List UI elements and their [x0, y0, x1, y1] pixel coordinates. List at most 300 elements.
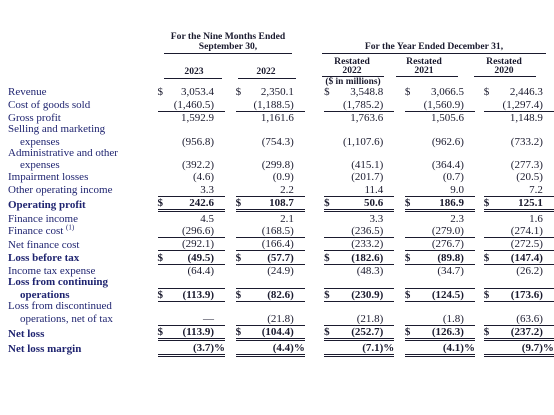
loss-before-tax-dollar-2022-9m: $ — [236, 251, 244, 264]
loss-from-continuing-operations-label: operations — [20, 289, 70, 302]
loss-from-continuing-operations-dollar-2020: $ — [484, 288, 492, 301]
revenue-dollar-2021: $ — [404, 86, 411, 99]
net-loss-suffix-2022-9m — [294, 325, 305, 339]
net-finance-cost-dollar-2023-9m — [158, 237, 166, 250]
selling-marketing-expenses-suffix-2021 — [464, 135, 475, 147]
administrative-expenses-label: expenses — [20, 158, 60, 171]
revenue-suffix-2022 — [383, 86, 394, 98]
other-operating-income-value-2022: 11.4 — [364, 183, 384, 196]
net-loss-dollar-2020: $ — [484, 325, 492, 339]
other-operating-income-row — [8, 183, 554, 196]
loss-before-tax-suffix-2023-9m — [214, 251, 225, 264]
cost-of-goods-sold-dollar-2020 — [484, 98, 492, 111]
revenue-value-2022: 3,548.8 — [350, 86, 384, 99]
nine-months-rule — [164, 53, 292, 54]
income-tax-expense-value-2023-9m: (64.4) — [187, 265, 215, 278]
net-loss-dollar-2022-9m: $ — [236, 325, 244, 339]
year-header-2023: 2023 — [184, 66, 204, 77]
revenue-label — [8, 86, 158, 98]
cost-of-goods-sold-label-text: Cost of goods sold — [8, 99, 91, 112]
net-loss-label-text: Net loss — [8, 327, 45, 340]
other-operating-income-value-2023-9m: 3.3 — [200, 183, 215, 196]
nine-months-header — [164, 32, 292, 52]
year-ended-rule — [322, 53, 546, 54]
net-finance-cost-suffix-2022 — [383, 237, 394, 250]
revenue-label-text: Revenue — [8, 86, 47, 99]
finance-income-suffix-2021 — [464, 211, 475, 225]
operating-profit-label-text: Operating profit — [8, 198, 86, 211]
col-rule-2021 — [396, 76, 458, 77]
impairment-losses-dollar-2022-9m — [236, 171, 244, 183]
year-header-2022-9m: 2022 — [256, 66, 276, 77]
loss-from-continuing-operations-row — [8, 288, 554, 301]
revenue-dollar-2020: $ — [483, 86, 490, 99]
net-loss-value-2021: (126.3) — [413, 325, 464, 339]
other-operating-income-suffix-2021 — [464, 183, 475, 196]
operating-profit-row — [8, 196, 554, 210]
cost-of-goods-sold-value-2020: (1,297.4) — [502, 98, 543, 111]
net-loss-dollar-2022: $ — [324, 325, 332, 339]
administrative-expenses-suffix-2020 — [543, 159, 554, 171]
gross-profit-dollar-2022 — [324, 111, 332, 124]
finance-income-value-2023-9m: 4.5 — [200, 212, 215, 225]
impairment-losses-value-2023-9m: (4.6) — [192, 171, 215, 184]
loss-from-discontinued-operations-row — [8, 312, 554, 325]
net-loss-dollar-2023-9m: $ — [158, 325, 166, 339]
other-operating-income-dollar-2021 — [405, 183, 413, 196]
other-operating-income-dollar-2020 — [484, 183, 492, 196]
administrative-expenses-suffix-2021 — [464, 159, 475, 171]
operating-profit-suffix-2020 — [543, 196, 554, 210]
net-loss-value-2022: (252.7) — [332, 325, 383, 339]
other-operating-income-suffix-2023-9m — [214, 183, 225, 196]
other-operating-income-value-2022-9m: 2.2 — [280, 183, 294, 196]
net-finance-cost-suffix-2023-9m — [214, 237, 225, 250]
gross-profit-suffix-2022-9m — [294, 111, 305, 124]
revenue-row — [8, 86, 554, 98]
operating-profit-dollar-2020: $ — [484, 196, 492, 210]
selling-marketing-expenses-value-2022-9m: (754.3) — [261, 135, 294, 148]
finance-income-dollar-2023-9m — [158, 211, 166, 225]
col-rule-2022-9m — [238, 78, 296, 79]
cost-of-goods-sold-suffix-2021 — [464, 98, 475, 111]
loss-from-continuing-operations-value-2020: (173.6) — [491, 288, 542, 301]
loss-from-discontinued-operations-dollar-2023-9m — [158, 312, 166, 325]
revenue-dollar-2022-9m: $ — [235, 86, 242, 99]
impairment-losses-suffix-2021 — [464, 171, 475, 183]
other-operating-income-label-text: Other operating income — [8, 184, 113, 197]
other-operating-income-label — [8, 183, 158, 196]
other-operating-income-value-2021: 9.0 — [450, 183, 464, 196]
operating-profit-value-2023-9m: 242.6 — [165, 196, 214, 210]
loss-before-tax-dollar-2022: $ — [324, 251, 332, 264]
finance-cost-dollar-2020 — [484, 225, 492, 238]
net-finance-cost-dollar-2020 — [484, 237, 492, 250]
impairment-losses-dollar-2023-9m — [158, 171, 166, 183]
loss-from-continuing-operations-suffix-2021 — [464, 288, 475, 301]
impairment-losses-suffix-2023-9m — [214, 171, 225, 183]
finance-income-suffix-2020 — [543, 211, 554, 225]
gross-profit-dollar-2023-9m — [158, 111, 166, 124]
loss-from-continuing-operations-value-2023-9m: (113.9) — [165, 288, 214, 301]
loss-from-discontinued-operations-value-2021: (1.8) — [442, 312, 464, 325]
selling-marketing-expenses-value-2021: (962.6) — [431, 135, 464, 148]
operating-profit-value-2022-9m: 108.7 — [243, 196, 294, 210]
cost-of-goods-sold-row — [8, 98, 554, 111]
revenue-value-2022-9m: 2,350.1 — [260, 86, 294, 99]
revenue-dollar-2022: $ — [324, 86, 330, 99]
net-finance-cost-dollar-2021 — [405, 237, 413, 250]
revenue-suffix-2023-9m — [214, 86, 225, 98]
cost-of-goods-sold-suffix-2023-9m — [214, 98, 225, 111]
administrative-expenses-dollar-2022-9m — [236, 159, 244, 171]
finance-income-dollar-2022 — [324, 211, 332, 225]
gross-profit-suffix-2023-9m — [214, 111, 225, 124]
loss-from-discontinued-operations-dollar-2021 — [405, 312, 413, 325]
loss-before-tax-row — [8, 251, 554, 264]
cost-of-goods-sold-value-2022-9m: (1,188.5) — [253, 98, 294, 111]
other-operating-income-suffix-2022-9m — [294, 183, 305, 196]
finance-cost-value-2022: (236.5) — [351, 224, 384, 237]
other-operating-income-suffix-2020 — [543, 183, 554, 196]
net-loss-value-2022-9m: (104.4) — [243, 325, 294, 339]
finance-cost-suffix-2021 — [464, 225, 475, 238]
loss-from-discontinued-operations-row-line1 — [8, 301, 554, 312]
net-finance-cost-value-2022-9m: (166.4) — [243, 237, 294, 250]
income-statement-table — [8, 86, 554, 357]
units-label: ($ in millions) — [325, 77, 381, 87]
restated-label-2021: Restated — [406, 56, 442, 67]
income-tax-expense-dollar-2023-9m — [158, 264, 166, 277]
gross-profit-suffix-2021 — [464, 111, 475, 124]
loss-from-continuing-operations-suffix-2020 — [543, 288, 554, 301]
impairment-losses-value-2020: (20.5) — [516, 171, 543, 184]
col-rule-2020 — [474, 76, 536, 77]
impairment-losses-dollar-2022 — [324, 171, 332, 183]
net-loss-margin-dollar-2022-9m — [236, 340, 244, 355]
loss-from-continuing-operations-value-2022-9m: (82.6) — [243, 288, 294, 301]
cost-of-goods-sold-dollar-2023-9m — [158, 98, 166, 111]
finance-income-row — [8, 211, 554, 225]
income-tax-expense-suffix-2022-9m — [294, 264, 305, 277]
net-loss-value-2020: (237.2) — [491, 325, 542, 339]
gross-profit-dollar-2021 — [405, 111, 413, 124]
net-loss-suffix-2022 — [383, 325, 394, 339]
finance-income-dollar-2022-9m — [236, 211, 244, 225]
gross-profit-value-2021: 1,505.6 — [413, 111, 464, 124]
impairment-losses-row — [8, 171, 554, 183]
net-loss-label — [8, 325, 158, 339]
selling-marketing-expenses-suffix-2022 — [383, 135, 394, 147]
operating-profit-label — [8, 196, 158, 210]
finance-cost-row — [8, 225, 554, 238]
income-tax-expense-suffix-2023-9m — [214, 264, 225, 277]
impairment-losses-value-2021: (0.7) — [442, 171, 464, 184]
loss-from-discontinued-operations-suffix-2021 — [464, 312, 475, 325]
net-finance-cost-label — [8, 237, 158, 250]
finance-cost-value-2020: (274.1) — [510, 224, 543, 237]
net-finance-cost-value-2020: (272.5) — [491, 237, 542, 250]
net-loss-margin-suffix-2022-9m: % — [293, 341, 305, 354]
income-tax-expense-dollar-2020 — [484, 264, 492, 277]
selling-marketing-expenses-value-2022: (1,107.6) — [342, 135, 384, 148]
income-tax-expense-value-2021: (34.7) — [437, 265, 464, 278]
selling-marketing-expenses-dollar-2023-9m — [158, 135, 166, 147]
operating-profit-suffix-2021 — [464, 196, 475, 210]
gross-profit-value-2023-9m: 1,592.9 — [165, 111, 214, 124]
col-rule-2023 — [164, 78, 222, 79]
finance-income-suffix-2022 — [383, 211, 394, 225]
net-finance-cost-dollar-2022 — [324, 237, 332, 250]
income-tax-expense-value-2022-9m: (24.9) — [267, 265, 294, 278]
administrative-expenses-dollar-2020 — [484, 159, 492, 171]
impairment-losses-value-2022-9m: (0.9) — [272, 171, 294, 184]
net-loss-margin-dollar-2023-9m — [158, 340, 166, 355]
cost-of-goods-sold-suffix-2022-9m — [294, 98, 305, 111]
selling-marketing-expenses-label: expenses — [20, 135, 60, 148]
finance-cost-dollar-2021 — [405, 225, 413, 238]
loss-from-discontinued-operations-label: operations, net of tax — [20, 313, 113, 326]
impairment-losses-dollar-2021 — [405, 171, 413, 183]
net-finance-cost-label-text: Net finance cost — [8, 238, 80, 251]
net-loss-margin-value-2022: (7.1) — [332, 340, 383, 355]
net-loss-margin-value-2021: (4.1) — [413, 340, 464, 355]
net-loss-margin-dollar-2021 — [405, 340, 413, 355]
loss-before-tax-value-2022-9m: (57.7) — [243, 251, 294, 264]
revenue-suffix-2020 — [543, 86, 554, 98]
loss-from-discontinued-operations-suffix-2020 — [543, 312, 554, 325]
loss-from-continuing-operations-suffix-2022 — [383, 288, 394, 301]
net-loss-value-2023-9m: (113.9) — [165, 325, 214, 339]
loss-from-discontinued-operations-dollar-2020 — [484, 312, 492, 325]
loss-from-discontinued-operations-value-2022-9m: (21.8) — [267, 312, 294, 325]
selling-marketing-expenses-dollar-2021 — [405, 135, 413, 147]
loss-from-continuing-operations-suffix-2022-9m — [294, 288, 305, 301]
income-tax-expense-dollar-2021 — [405, 264, 413, 277]
loss-before-tax-label-text: Loss before tax — [8, 252, 80, 265]
net-finance-cost-value-2021: (276.7) — [413, 237, 464, 250]
revenue-value-2021: 3,066.5 — [430, 86, 464, 99]
net-loss-margin-label-text: Net loss margin — [8, 343, 82, 356]
impairment-losses-suffix-2020 — [543, 171, 554, 183]
finance-cost-suffix-2022 — [383, 225, 394, 238]
loss-from-continuing-operations-dollar-2021: $ — [405, 288, 413, 301]
net-finance-cost-row — [8, 237, 554, 250]
selling-marketing-expenses-suffix-2023-9m — [214, 135, 225, 147]
loss-before-tax-suffix-2022-9m — [294, 251, 305, 264]
impairment-losses-suffix-2022-9m — [294, 171, 305, 183]
year-header-2020: 2020 — [494, 65, 514, 76]
impairment-losses-value-2022: (201.7) — [351, 171, 384, 184]
income-tax-expense-suffix-2021 — [464, 264, 475, 277]
income-tax-expense-label-text: Income tax expense — [8, 265, 96, 278]
loss-before-tax-value-2023-9m: (49.5) — [165, 251, 214, 264]
restated-label-2020: Restated — [486, 56, 522, 67]
net-finance-cost-suffix-2022-9m — [294, 237, 305, 250]
operating-profit-value-2021: 186.9 — [413, 196, 464, 210]
administrative-expenses-value-2022-9m: (299.8) — [261, 158, 294, 171]
operating-profit-dollar-2022-9m: $ — [236, 196, 244, 210]
nine-months-line2: September 30, — [198, 41, 258, 52]
administrative-expenses-value-2022: (415.1) — [351, 158, 384, 171]
net-loss-margin-row — [8, 340, 554, 355]
net-loss-row — [8, 325, 554, 339]
loss-before-tax-suffix-2021 — [464, 251, 475, 264]
finance-income-dollar-2021 — [405, 211, 413, 225]
gross-profit-dollar-2022-9m — [236, 111, 244, 124]
cost-of-goods-sold-dollar-2022 — [324, 98, 332, 111]
net-loss-margin-suffix-2020: % — [542, 341, 554, 354]
other-operating-income-dollar-2022 — [324, 183, 332, 196]
gross-profit-value-2022: 1,763.6 — [332, 111, 383, 124]
net-loss-margin-value-2023-9m: (3.7) — [165, 340, 214, 355]
operating-profit-dollar-2022: $ — [324, 196, 332, 210]
revenue-suffix-2022-9m — [294, 86, 305, 98]
other-operating-income-dollar-2023-9m — [158, 183, 166, 196]
administrative-expenses-value-2023-9m: (392.2) — [181, 158, 215, 171]
cost-of-goods-sold-suffix-2022 — [383, 98, 394, 111]
finance-income-value-2021: 2.3 — [450, 212, 464, 225]
cost-of-goods-sold-value-2021: (1,560.9) — [423, 98, 464, 111]
finance-cost-dollar-2022 — [324, 225, 332, 238]
finance-cost-value-2023-9m: (296.6) — [181, 224, 215, 237]
other-operating-income-value-2020: 7.2 — [529, 183, 543, 196]
cost-of-goods-sold-dollar-2021 — [405, 98, 413, 111]
loss-before-tax-value-2021: (89.8) — [413, 251, 464, 264]
loss-before-tax-suffix-2020 — [543, 251, 554, 264]
net-loss-suffix-2020 — [543, 325, 554, 339]
finance-cost-suffix-2020 — [543, 225, 554, 238]
loss-before-tax-value-2020: (147.4) — [491, 251, 542, 264]
year-header-2021: 2021 — [414, 65, 434, 76]
loss-before-tax-suffix-2022 — [383, 251, 394, 264]
cost-of-goods-sold-label — [8, 98, 158, 111]
finance-income-value-2020: 1.6 — [529, 212, 543, 225]
loss-from-continuing-operations-dollar-2022-9m: $ — [236, 288, 244, 301]
loss-from-continuing-operations-dollar-2023-9m: $ — [158, 288, 166, 301]
net-loss-margin-value-2022-9m: (4.4) — [243, 340, 294, 355]
administrative-expenses-value-2021: (364.4) — [431, 158, 464, 171]
gross-profit-suffix-2022 — [383, 111, 394, 124]
other-operating-income-suffix-2022 — [383, 183, 394, 196]
revenue-dollar-2023-9m: $ — [157, 86, 164, 99]
finance-income-dollar-2020 — [484, 211, 492, 225]
loss-from-discontinued-operations-value-2023-9m: — — [203, 312, 215, 325]
loss-before-tax-dollar-2020: $ — [484, 251, 492, 264]
operating-profit-dollar-2021: $ — [405, 196, 413, 210]
net-loss-margin-suffix-2021: % — [463, 341, 475, 354]
impairment-losses-label — [8, 171, 158, 183]
administrative-expenses-row-line1 — [8, 148, 554, 159]
gross-profit-value-2020: 1,148.9 — [491, 111, 542, 124]
selling-marketing-expenses-row — [8, 135, 554, 147]
finance-income-label — [8, 211, 158, 225]
gross-profit-label-text: Gross profit — [8, 112, 61, 125]
finance-cost-dollar-2022-9m — [236, 225, 244, 238]
administrative-expenses-row — [8, 159, 554, 171]
loss-before-tax-dollar-2021: $ — [405, 251, 413, 264]
operating-profit-suffix-2023-9m — [214, 196, 225, 210]
administrative-expenses-suffix-2022 — [383, 159, 394, 171]
income-tax-expense-suffix-2022 — [383, 264, 394, 277]
loss-from-discontinued-operations-value-2020: (63.6) — [516, 312, 543, 325]
net-loss-suffix-2023-9m — [214, 325, 225, 339]
loss-before-tax-value-2022: (182.6) — [332, 251, 383, 264]
loss-from-continuing-operations-row-line1 — [8, 277, 554, 288]
net-loss-margin-label — [8, 340, 158, 355]
selling-marketing-expenses-label-line1: Selling and marketing — [8, 123, 106, 136]
selling-marketing-expenses-value-2020: (733.2) — [510, 135, 543, 148]
administrative-expenses-dollar-2021 — [405, 159, 413, 171]
finance-cost-label-text: Finance cost — [8, 225, 64, 238]
administrative-expenses-dollar-2022 — [324, 159, 332, 171]
loss-from-discontinued-operations-label-line1: Loss from discontinued — [8, 300, 112, 313]
administrative-expenses-label-line1: Administrative and other — [8, 146, 118, 159]
gross-profit-dollar-2020 — [484, 111, 492, 124]
cost-of-goods-sold-value-2022: (1,785.2) — [342, 98, 384, 111]
loss-from-discontinued-operations-value-2022: (21.8) — [356, 312, 384, 325]
cost-of-goods-sold-suffix-2020 — [543, 98, 554, 111]
net-finance-cost-value-2023-9m: (292.1) — [165, 237, 214, 250]
operating-profit-value-2022: 50.6 — [332, 196, 383, 210]
loss-from-continuing-operations-dollar-2022: $ — [324, 288, 332, 301]
net-loss-dollar-2021: $ — [405, 325, 413, 339]
operating-profit-suffix-2022-9m — [294, 196, 305, 210]
selling-marketing-expenses-suffix-2022-9m — [294, 135, 305, 147]
finance-cost-dollar-2023-9m — [158, 225, 166, 238]
selling-marketing-expenses-suffix-2020 — [543, 135, 554, 147]
selling-marketing-expenses-row-line1 — [8, 124, 554, 135]
loss-from-discontinued-operations-dollar-2022 — [324, 312, 332, 325]
administrative-expenses-dollar-2023-9m — [158, 159, 166, 171]
net-finance-cost-suffix-2020 — [543, 237, 554, 250]
net-loss-suffix-2021 — [464, 325, 475, 339]
net-loss-margin-dollar-2022 — [324, 340, 332, 355]
revenue-value-2020: 2,446.3 — [509, 86, 543, 99]
selling-marketing-expenses-dollar-2022 — [324, 135, 332, 147]
loss-from-discontinued-operations-suffix-2023-9m — [214, 312, 225, 325]
finance-cost-suffix-2022-9m — [294, 225, 305, 238]
loss-from-discontinued-operations-dollar-2022-9m — [236, 312, 244, 325]
loss-from-continuing-operations-value-2022: (230.9) — [332, 288, 383, 301]
selling-marketing-expenses-dollar-2020 — [484, 135, 492, 147]
finance-cost-value-2021: (279.0) — [431, 224, 464, 237]
gross-profit-value-2022-9m: 1,161.6 — [243, 111, 294, 124]
net-loss-margin-suffix-2023-9m: % — [214, 341, 226, 354]
revenue-value-2023-9m: 3,053.4 — [181, 86, 215, 99]
other-operating-income-dollar-2022-9m — [236, 183, 244, 196]
loss-before-tax-label — [8, 251, 158, 264]
cost-of-goods-sold-dollar-2022-9m — [236, 98, 244, 111]
administrative-expenses-suffix-2023-9m — [214, 159, 225, 171]
impairment-losses-dollar-2020 — [484, 171, 492, 183]
revenue-suffix-2021 — [464, 86, 475, 98]
operating-profit-dollar-2023-9m: $ — [158, 196, 166, 210]
restated-label-2022: Restated — [334, 56, 370, 67]
year-ended-header: For the Year Ended December 31, — [364, 41, 504, 52]
nine-months-line1: For the Nine Months Ended — [170, 31, 286, 42]
impairment-losses-label-text: Impairment losses — [8, 171, 89, 184]
net-loss-margin-dollar-2020 — [484, 340, 492, 355]
finance-income-value-2022-9m: 2.1 — [280, 212, 294, 225]
finance-cost-value-2022-9m: (168.5) — [261, 224, 294, 237]
finance-cost-suffix-2023-9m — [214, 225, 225, 238]
impairment-losses-suffix-2022 — [383, 171, 394, 183]
finance-cost-label — [8, 225, 158, 238]
selling-marketing-expenses-dollar-2022-9m — [236, 135, 244, 147]
operating-profit-value-2020: 125.1 — [491, 196, 542, 210]
administrative-expenses-suffix-2022-9m — [294, 159, 305, 171]
